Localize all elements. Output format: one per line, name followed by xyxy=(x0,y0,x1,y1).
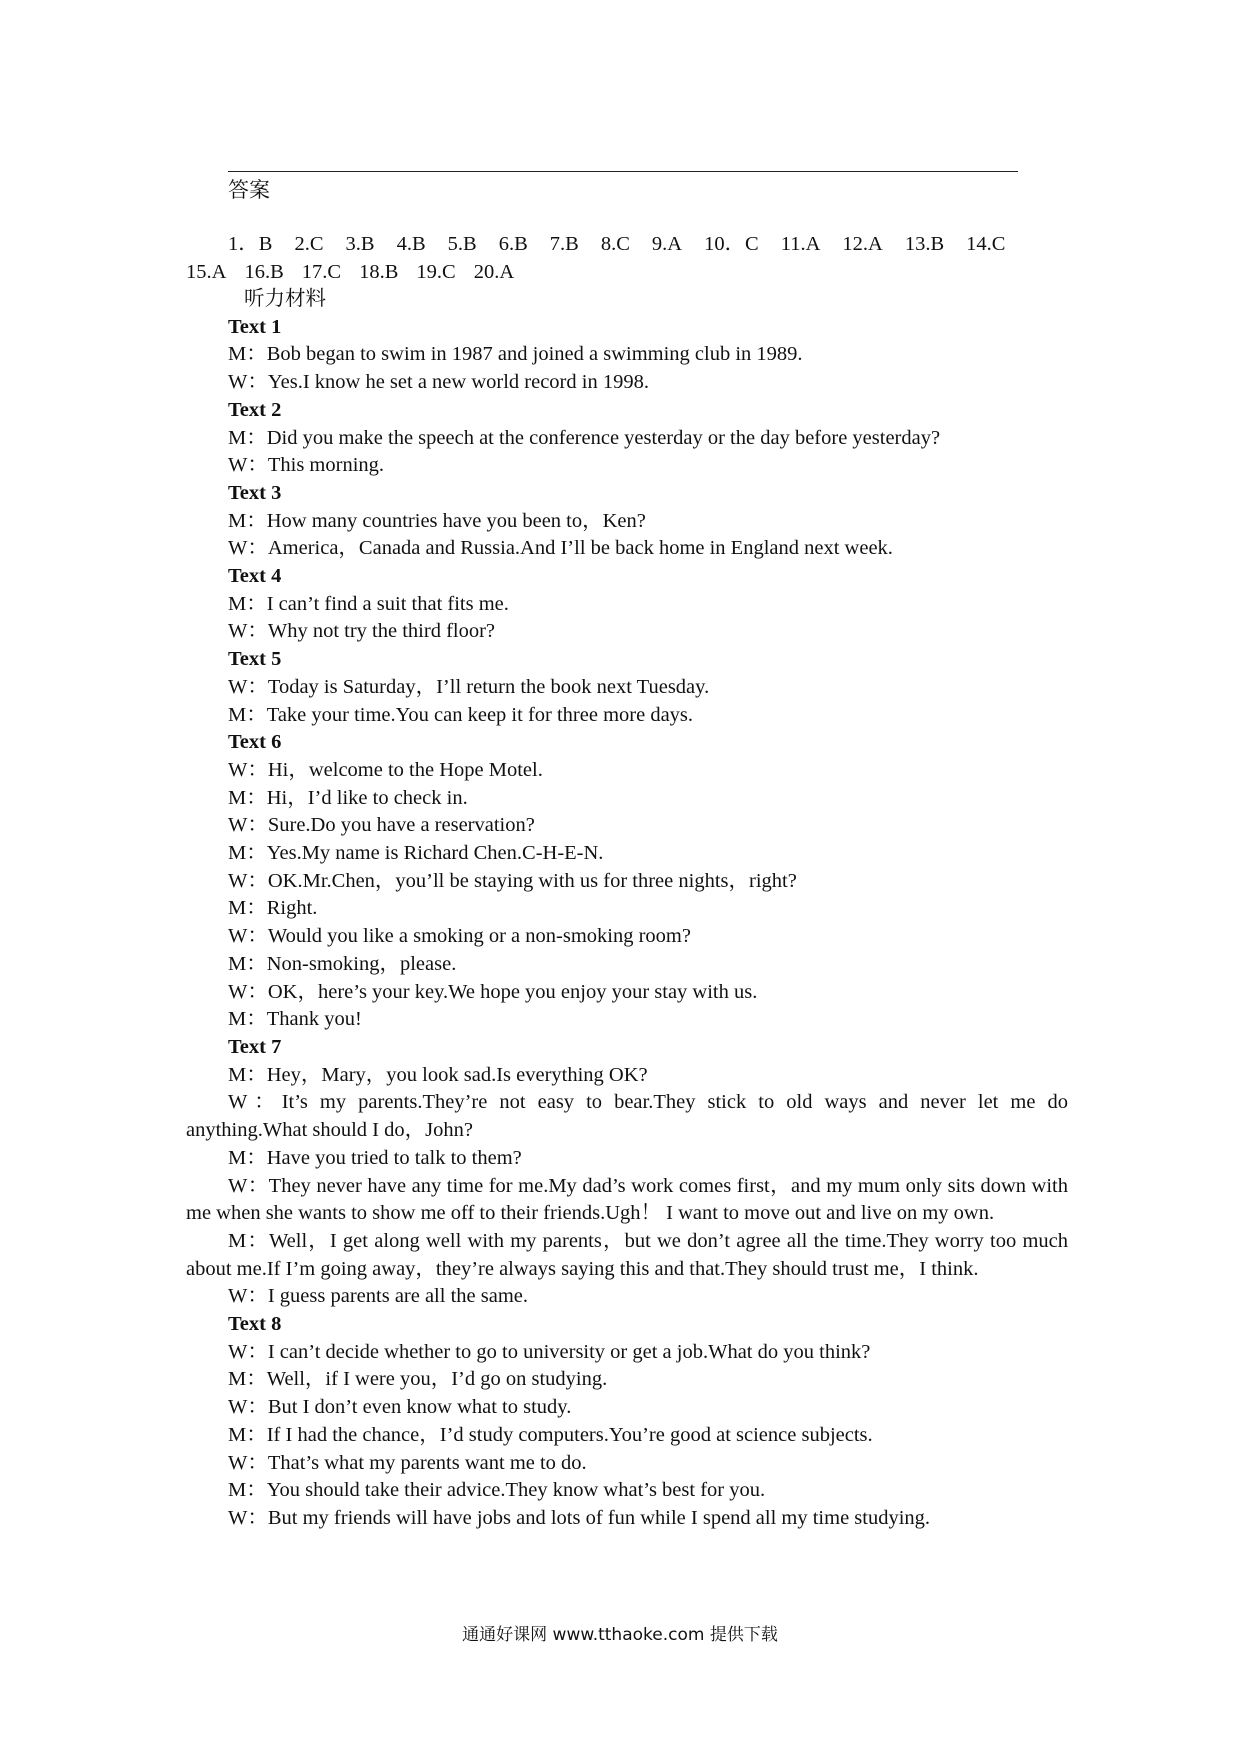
dialogue-text: But my friends will have jobs and lots of fun while I spend all my time studying. xyxy=(267,1506,931,1529)
answer-item: 18.B xyxy=(359,260,399,283)
speaker-label: M： xyxy=(228,592,267,615)
answer-item: 6.B xyxy=(498,233,528,255)
text-label: Text 3 xyxy=(228,481,282,504)
dialogue-line xyxy=(186,840,1068,868)
speaker-label: M： xyxy=(228,426,267,449)
answer-item: 10．C xyxy=(704,233,759,255)
text-section xyxy=(186,1034,1068,1311)
dialogue-text: You should take their advice.They know what’s best for you. xyxy=(266,1479,766,1502)
dialogue-text: Bob began to swim in 1987 and joined a swimming club in 1989. xyxy=(266,343,803,366)
dialogue-text: America，Canada and Russia.And I’ll be back home in England next week. xyxy=(267,537,893,560)
dialogue-text: Take your time.You can keep it for three more days. xyxy=(266,703,694,726)
dialogue-line xyxy=(186,341,1068,369)
dialogue-text: Sure.Do you have a reservation? xyxy=(267,814,535,837)
answer-item: 2.C xyxy=(294,233,324,255)
answer-item: 16.B xyxy=(244,260,284,283)
answer-item: 19.C xyxy=(416,260,456,283)
dialogue-text: They never have any time for me.My dad’s work comes first，and my mum only sits down with me when she wants to show me off to their friends.Ugh！ I want to move out and live on my own. xyxy=(186,1174,1068,1225)
dialogue-line xyxy=(186,1062,1068,1090)
answer-item: 3.B xyxy=(345,233,375,255)
speaker-label: W： xyxy=(228,675,268,698)
dialogue-line xyxy=(186,1339,1068,1367)
header-rule xyxy=(228,171,1018,172)
speaker-label: W： xyxy=(228,1174,269,1197)
dialogue-text: OK.Mr.Chen，you’ll be staying with us for three nights，right? xyxy=(267,869,797,892)
dialogue-text: Hey，Mary，you look sad.Is everything OK? xyxy=(266,1063,648,1086)
listening-material-title: 听力材料 xyxy=(244,288,326,310)
answer-item: 20.A xyxy=(473,260,515,283)
speaker-label: W： xyxy=(228,869,268,892)
speaker-label: M： xyxy=(228,509,267,532)
speaker-label: W： xyxy=(228,1091,282,1114)
speaker-label: W： xyxy=(228,1340,268,1363)
answer-item: 15.A xyxy=(186,260,227,283)
dialogue-text: It’s my parents.They’re not easy to bear.They stick to old ways and never let me do anything.What should I do，John? xyxy=(186,1091,1068,1142)
answer-item: 17.C xyxy=(301,260,342,283)
dialogue-line xyxy=(186,1283,1068,1311)
answer-item: 5.B xyxy=(447,233,477,255)
dialogue-text: That’s what my parents want me to do. xyxy=(267,1451,587,1474)
dialogue-text: How many countries have you been to，Ken? xyxy=(266,509,646,532)
dialogue-text: Why not try the third floor? xyxy=(267,620,496,643)
dialogue-line xyxy=(186,1173,1068,1228)
listening-material xyxy=(186,286,1068,1533)
text-label: Text 8 xyxy=(228,1313,282,1336)
dialogue-text: Well，I get along well with my parents，but we don’t agree all the time.They worry too much about me.If I’m going away，they’re always saying this and that.They should trust me，I think. xyxy=(186,1229,1068,1280)
answer-item: 14.C xyxy=(966,233,1006,255)
dialogue-line xyxy=(186,812,1068,840)
text-section xyxy=(186,729,1068,1034)
text-section xyxy=(186,314,1068,397)
answer-heading: 答案 xyxy=(228,178,270,202)
dialogue-line xyxy=(186,452,1068,480)
dialogue-text: Well，if I were you，I’d go on studying. xyxy=(266,1368,608,1391)
dialogue-text: Hi，welcome to the Hope Motel. xyxy=(267,758,543,781)
dialogue-text: I guess parents are all the same. xyxy=(267,1285,528,1308)
footer-credit: 通通好课网 www.tthaoke.com 提供下载 xyxy=(462,1625,778,1645)
answer-item: 12.A xyxy=(842,233,883,255)
dialogue-line xyxy=(186,1006,1068,1034)
speaker-label: W： xyxy=(228,1285,268,1308)
dialogue-line xyxy=(186,508,1068,536)
speaker-label: W： xyxy=(228,454,268,477)
text-section xyxy=(186,646,1068,729)
listening-script xyxy=(186,314,1068,1533)
dialogue-text: Right. xyxy=(266,897,318,920)
speaker-label: W： xyxy=(228,1396,268,1419)
speaker-label: M： xyxy=(228,786,267,809)
dialogue-text: Would you like a smoking or a non-smoking room? xyxy=(267,925,691,948)
text-label: Text 7 xyxy=(228,1035,282,1058)
speaker-label: M： xyxy=(228,897,267,920)
text-label: Text 6 xyxy=(228,731,282,754)
speaker-label: M： xyxy=(228,1229,269,1252)
dialogue-line xyxy=(186,1145,1068,1173)
speaker-label: M： xyxy=(228,343,267,366)
dialogue-line xyxy=(186,923,1068,951)
answer-item: 8.C xyxy=(600,233,630,255)
dialogue-line xyxy=(186,895,1068,923)
dialogue-text: Non-smoking，please. xyxy=(266,952,457,975)
dialogue-text: This morning. xyxy=(267,454,385,477)
text-label: Text 5 xyxy=(228,648,282,671)
dialogue-line xyxy=(186,1089,1068,1144)
dialogue-text: Hi，I’d like to check in. xyxy=(266,786,468,809)
dialogue-line xyxy=(186,785,1068,813)
answer-item: 4.B xyxy=(396,233,426,255)
dialogue-text: Yes.My name is Richard Chen.C-H-E-N. xyxy=(266,842,604,865)
speaker-label: M： xyxy=(228,1146,267,1169)
answer-line-1 xyxy=(186,231,1068,259)
speaker-label: W： xyxy=(228,1451,268,1474)
answer-line-2 xyxy=(186,259,1068,287)
dialogue-line xyxy=(186,535,1068,563)
dialogue-line xyxy=(186,1366,1068,1394)
answer-item: 11.A xyxy=(780,233,821,255)
dialogue-line xyxy=(186,1422,1068,1450)
speaker-label: W： xyxy=(228,620,268,643)
dialogue-line xyxy=(186,1477,1068,1505)
speaker-label: W： xyxy=(228,758,268,781)
speaker-label: W： xyxy=(228,1506,268,1529)
speaker-label: M： xyxy=(228,952,267,975)
dialogue-line xyxy=(186,979,1068,1007)
text-section xyxy=(186,1311,1068,1533)
answer-key xyxy=(186,231,1068,286)
dialogue-text: I can’t decide whether to go to university or get a job.What do you think? xyxy=(267,1340,871,1363)
text-label: Text 2 xyxy=(228,398,282,421)
dialogue-text: Did you make the speech at the conference yesterday or the day before yesterday? xyxy=(266,426,941,449)
answer-item: 7.B xyxy=(549,233,579,255)
speaker-label: M： xyxy=(228,1368,267,1391)
speaker-label: W： xyxy=(228,980,268,1003)
dialogue-text: Thank you! xyxy=(266,1008,362,1031)
dialogue-line xyxy=(186,674,1068,702)
dialogue-line xyxy=(186,868,1068,896)
speaker-label: W： xyxy=(228,925,268,948)
dialogue-line xyxy=(186,1450,1068,1478)
answer-item: 1．B xyxy=(228,233,273,255)
speaker-label: W： xyxy=(228,371,268,394)
dialogue-line xyxy=(186,591,1068,619)
speaker-label: W： xyxy=(228,537,268,560)
dialogue-text: But I don’t even know what to study. xyxy=(267,1396,572,1419)
dialogue-text: Today is Saturday，I’ll return the book next Tuesday. xyxy=(267,675,710,698)
dialogue-line xyxy=(186,1228,1068,1283)
speaker-label: M： xyxy=(228,1063,267,1086)
dialogue-text: Yes.I know he set a new world record in 1998. xyxy=(267,371,649,394)
speaker-label: M： xyxy=(228,1479,267,1502)
dialogue-text: OK，here’s your key.We hope you enjoy your stay with us. xyxy=(267,980,758,1003)
speaker-label: M： xyxy=(228,703,267,726)
dialogue-line xyxy=(186,425,1068,453)
dialogue-line xyxy=(186,702,1068,730)
dialogue-line xyxy=(186,369,1068,397)
text-section xyxy=(186,397,1068,480)
speaker-label: M： xyxy=(228,1423,267,1446)
text-label: Text 4 xyxy=(228,565,282,588)
speaker-label: M： xyxy=(228,842,267,865)
speaker-label: M： xyxy=(228,1008,267,1031)
dialogue-text: I can’t find a suit that fits me. xyxy=(266,592,509,615)
speaker-label: W： xyxy=(228,814,268,837)
dialogue-text: Have you tried to talk to them? xyxy=(266,1146,522,1169)
dialogue-line xyxy=(186,951,1068,979)
text-label: Text 1 xyxy=(228,315,282,338)
answer-item: 9.A xyxy=(651,233,683,255)
dialogue-line xyxy=(186,757,1068,785)
dialogue-line xyxy=(186,1394,1068,1422)
dialogue-text: If I had the chance，I’d study computers.You’re good at science subjects. xyxy=(266,1423,873,1446)
text-section xyxy=(186,480,1068,563)
text-section xyxy=(186,563,1068,646)
dialogue-line xyxy=(186,1505,1068,1533)
answer-item: 13.B xyxy=(904,233,945,255)
dialogue-line xyxy=(186,618,1068,646)
